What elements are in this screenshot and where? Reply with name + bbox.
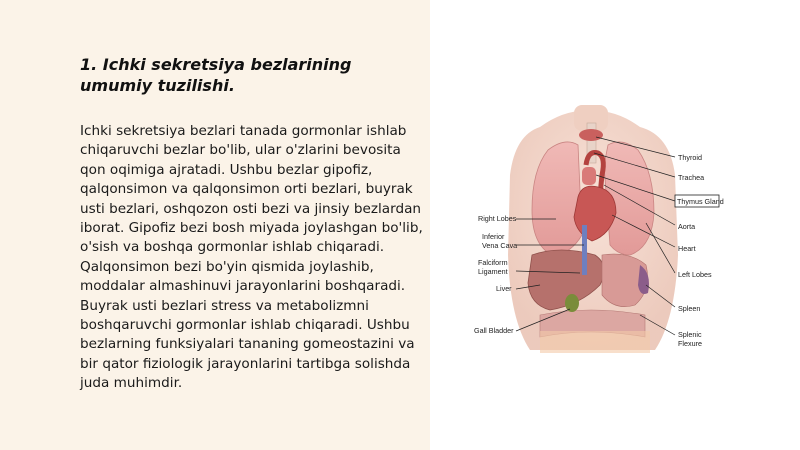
label-vena-cava: Vena Cava [482, 241, 518, 250]
label-flexure: Flexure [678, 339, 702, 348]
watermark-band [540, 331, 650, 353]
slide-title: 1. Ichki sekretsiya bezlarining umumiy tuzilishi. [80, 55, 352, 95]
anatomy-illustration [470, 105, 730, 365]
thymus-shape [582, 167, 596, 185]
slide-body-text: Ichki sekretsiya bezlari tanada gormonlar ishlab chiqaruvchi bezlar bo'lib, ular o'zlarini bevosita qon oqimiga ajratadi. Ushbu bezlar gipofiz, qalqonsimon va qalqonsimon orti bezlari, buyrak usti bezlari, oshqozon osti bezi va jinsiy bezlardan iborat. Gipofiz bezi bosh miyada joylashgan bo'lib, o'sish va boshqa gormonlar ishlab chiqaradi. Qalqonsimon bezi bo'yin qismida joylashib, moddalar almashinuvi jarayonlarini boshqaradi. Buyrak usti bezlari stress va metabolizmni boshqaruvchi gormonlar ishlab chiqaradi. Ushbu bezlarning funksiyalari tananing gomeostazini va bir qator fiziologik jarayonlarini tartibga solishda juda muhimdir. [80, 123, 423, 392]
label-left-lobes: Left Lobes [678, 270, 712, 279]
ivc-shape [582, 225, 587, 275]
label-right-lobes: Right Lobes [478, 214, 517, 223]
label-splenic: Splenic [678, 330, 702, 339]
label-falciform: Falciform [478, 258, 508, 267]
label-spleen: Spleen [678, 304, 701, 313]
label-inferior: Inferior [482, 232, 505, 241]
label-trachea: Trachea [678, 173, 705, 182]
label-gall-bladder: Gall Bladder [474, 326, 514, 335]
label-thyroid: Thyroid [678, 153, 702, 162]
thoracic-anatomy-figure [470, 105, 730, 365]
label-aorta: Aorta [678, 222, 696, 231]
gallbladder-shape [565, 294, 579, 312]
label-heart: Heart [678, 244, 696, 253]
label-liver: Liver [496, 284, 512, 293]
label-thymus: Thymus Gland [677, 197, 724, 206]
label-ligament: Ligament [478, 267, 508, 276]
thyroid-shape [579, 129, 603, 141]
